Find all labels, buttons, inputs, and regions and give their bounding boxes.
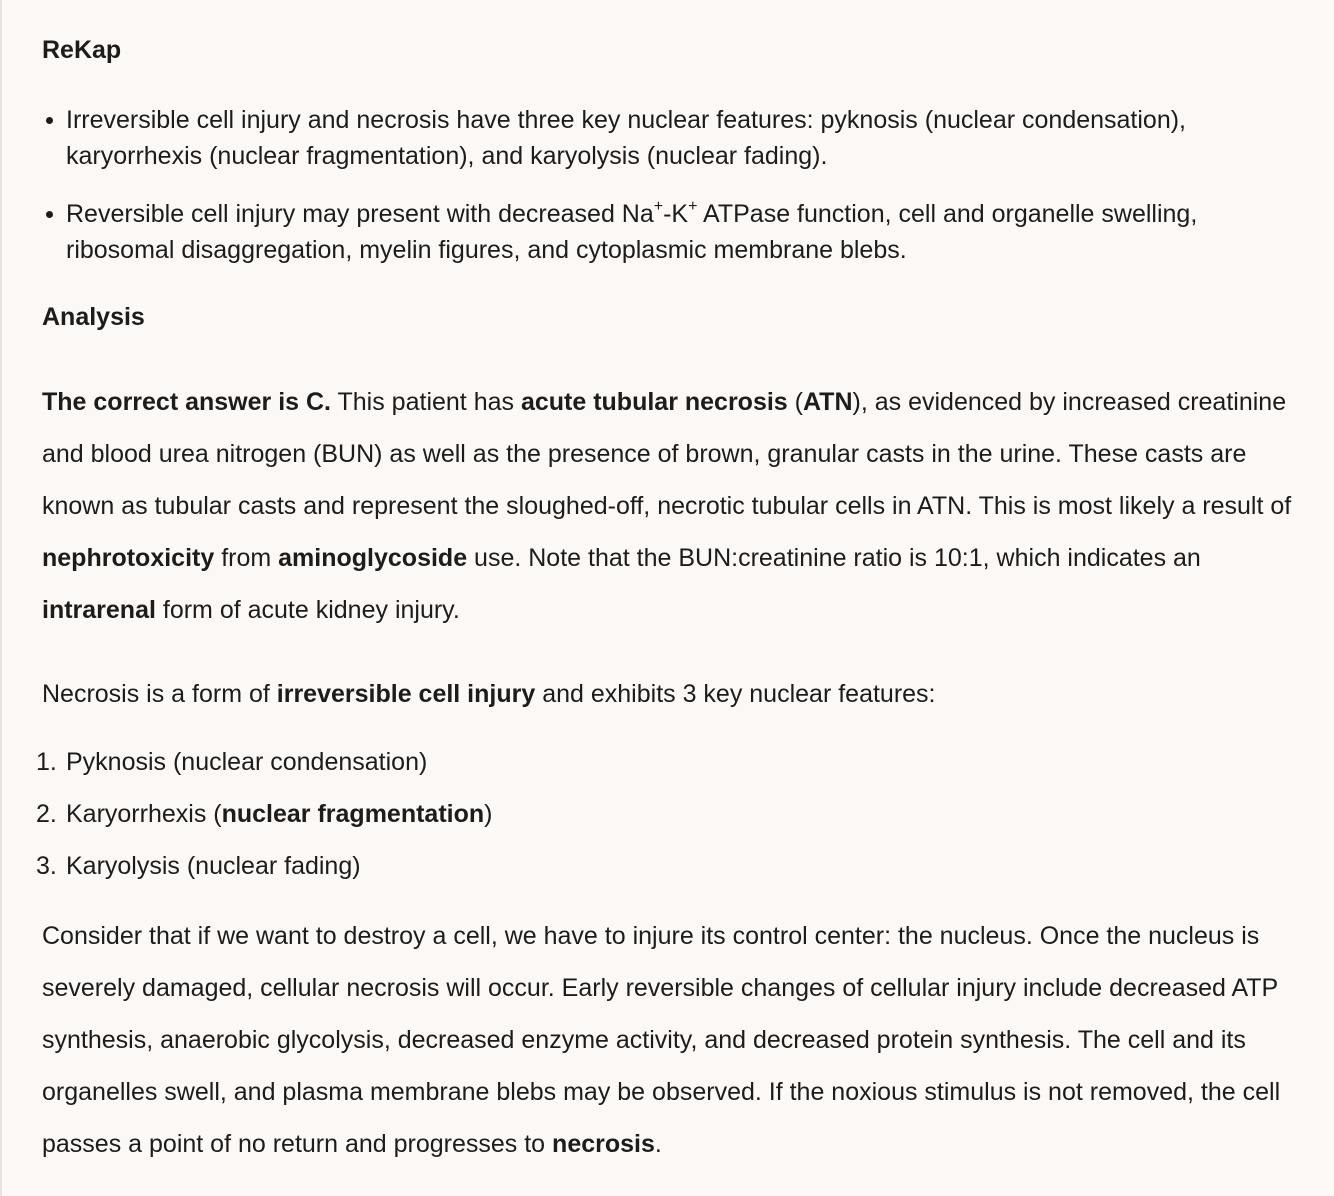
rekap-bullet-2: Reversible cell injury may present with decreased Na+-K+ ATPase function, cell and organelle swelling, ribosomal disaggregation, myelin figures, and cytoplasmic membrane blebs. [66, 196, 1296, 268]
analysis-heading: Analysis [42, 303, 145, 331]
rekap-bullet-1-text: Irreversible cell injury and necrosis have three key nuclear features: pyknosis (nuclear condensation), karyorrhexis (nuclear fragmentation), and karyolysis (nuclear fading). [66, 106, 1187, 170]
feature-item-1: 1. Pyknosis (nuclear condensation) [36, 748, 428, 776]
left-border [0, 0, 2, 1196]
feature-item-2: 2. Karyorrhexis (nuclear fragmentation) [36, 800, 493, 828]
rekap-bullet-list [66, 102, 1296, 290]
analysis-paragraph-3: Consider that if we want to destroy a cell, we have to injure its control center: the nucleus. Once the nucleus is severely damaged, cellular necrosis will occur. Early reversible changes of cellular injury include decreased ATP synthesis, anaerobic glycolysis, decreased enzyme activity, and decreased protein synthesis. The cell and its organelles swell, and plasma membrane blebs may be observed. If the noxious stimulus is not removed, the cell passes a point of no return and progresses to necrosis. [42, 922, 1281, 1158]
rekap-bullet-1 [66, 102, 1296, 174]
feature-item-3: 3. Karyolysis (nuclear fading) [36, 852, 361, 880]
analysis-paragraph-2: Necrosis is a form of irreversible cell injury and exhibits 3 key nuclear features: [42, 680, 936, 708]
analysis-paragraph-1: The correct answer is C. This patient has acute tubular necrosis (ATN), as evidenced by increased creatinine and blood urea nitrogen (BUN) as well as the presence of brown, granular casts in the urine. These casts are known as tubular casts and represent the sloughed-off, necrotic tubular cells in ATN. This is most likely a result of nephrotoxicity from aminoglycoside use. Note that the BUN:creatinine ratio is 10:1, which indicates an intrarenal form of acute kidney injury. [42, 388, 1292, 624]
nuclear-features-list [36, 736, 493, 892]
rekap-heading: ReKap [42, 36, 122, 64]
